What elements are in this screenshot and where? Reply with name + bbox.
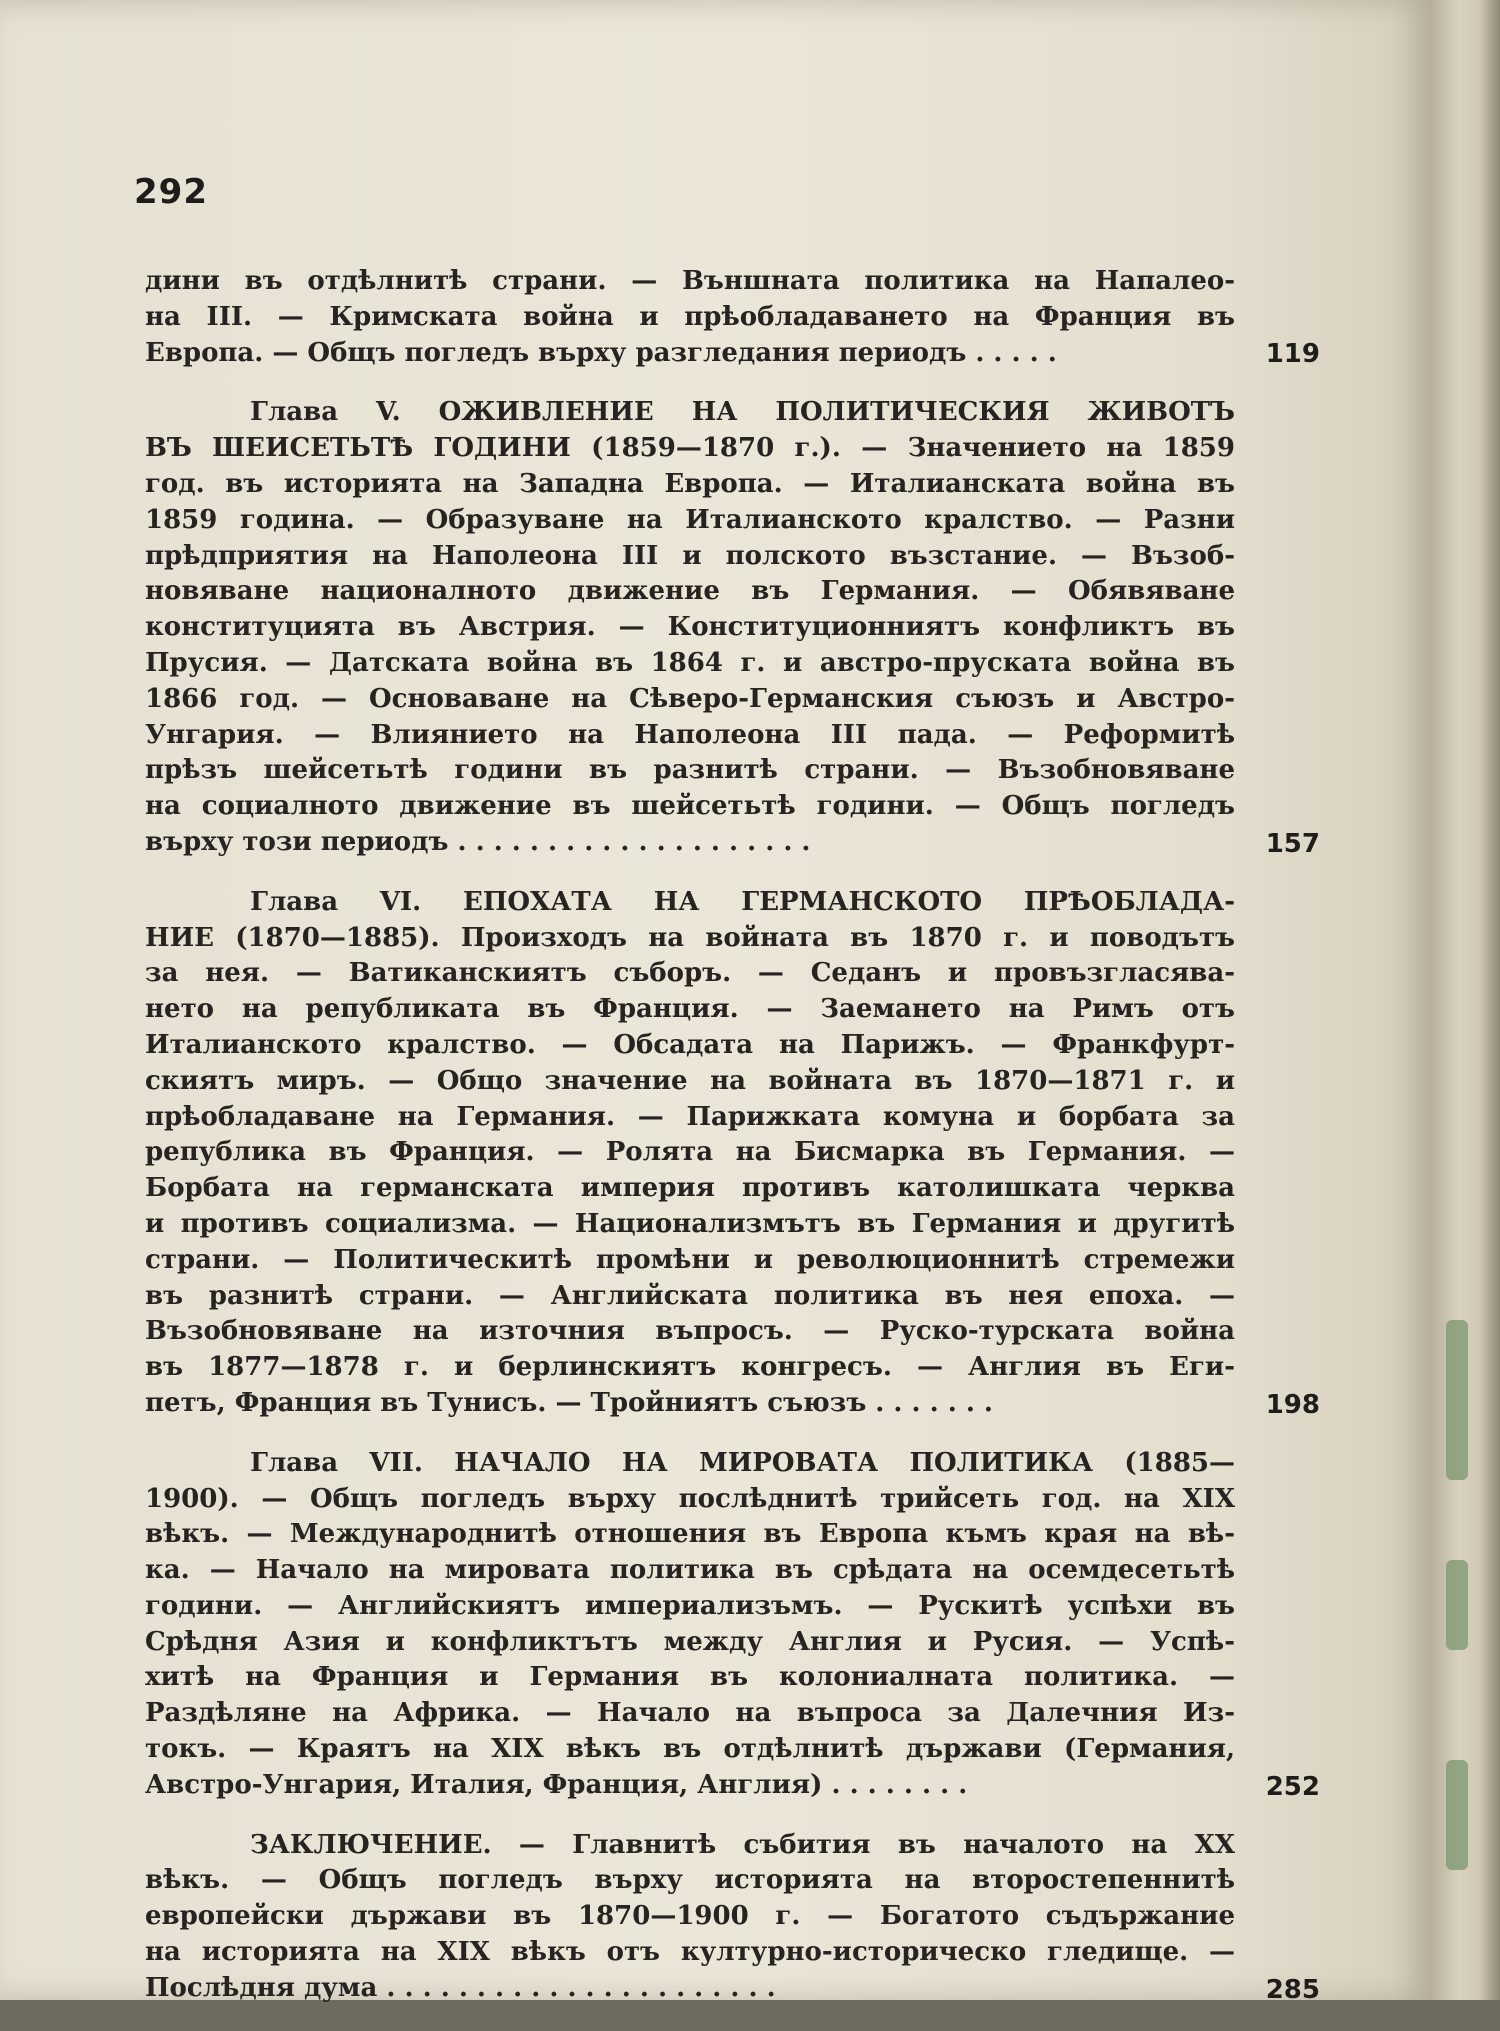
toc-entry-page-number: 119 bbox=[1265, 339, 1320, 370]
toc-entry-line: 1859 година. — Образуване на Италианското кралство. — Разни bbox=[145, 504, 1235, 535]
toc-entry-line: прѣдприятия на Наполеона III и полското възстание. — Възоб- bbox=[145, 540, 1235, 571]
toc-entry-line: хитѣ на Франция и Германия въ колониалната политика. — bbox=[145, 1662, 1235, 1693]
toc-entry-line: на историята на XIX вѣкъ отъ културно-историческо гледище. — bbox=[145, 1937, 1235, 1968]
toc-entry-line: ЗАКЛЮЧЕНИЕ. — Главнитѣ събития въ началото на XX bbox=[250, 1829, 1235, 1860]
spine-stain bbox=[1446, 1560, 1468, 1650]
toc-entry-line: вѣкъ. — Международнитѣ отношения въ Европа къмъ края на вѣ- bbox=[145, 1519, 1235, 1550]
toc-entry-line: Глава VI. ЕПОХАТА НА ГЕРМАНСКОТО ПРѢОБЛАДА- bbox=[250, 886, 1235, 917]
toc-entry-line: върху този периодъ . . . . . . . . . . . . . . . . . . . . bbox=[145, 826, 811, 857]
toc-entry-line: Срѣдня Азия и конфликтътъ между Англия и Русия. — Успѣ- bbox=[145, 1626, 1235, 1657]
book-spine bbox=[1432, 0, 1500, 2000]
toc-entry-line: ВЪ ШЕИСЕТЬТѢ ГОДИНИ (1859—1870 г.). — Значението на 1859 bbox=[145, 433, 1235, 464]
spine-stain bbox=[1446, 1760, 1468, 1870]
toc-entry-line: вѣкъ. — Общъ погледъ върху историята на второстепеннитѣ bbox=[145, 1865, 1235, 1896]
page-number: 292 bbox=[134, 172, 208, 212]
toc-entry-line: Унгария. — Влиянието на Наполеона III пада. — Реформитѣ bbox=[145, 719, 1235, 750]
toc-entry-line: Глава V. ОЖИВЛЕНИЕ НА ПОЛИТИЧЕСКИЯ ЖИВОТЪ bbox=[250, 397, 1235, 428]
toc-entry-line: Австро-Унгария, Италия, Франция, Англия) . . . . . . . . bbox=[145, 1769, 968, 1800]
toc-entry-line: Прусия. — Датската война въ 1864 г. и австро-пруската война въ bbox=[145, 647, 1235, 678]
toc-entry-line: страни. — Политическитѣ промѣни и революционнитѣ стремежи bbox=[145, 1244, 1235, 1275]
toc-entry-line: на социалното движение въ шейсетьтѣ години. — Общъ погледъ bbox=[145, 791, 1235, 822]
toc-entry-line: дини въ отдѣлнитѣ страни. — Външната политика на Напалео- bbox=[145, 266, 1235, 296]
toc-entry bbox=[145, 264, 1320, 371]
toc-entry-line: год. въ историята на Западна Европа. — Италианската война въ bbox=[145, 468, 1235, 499]
toc-entry-line: европейски държави въ 1870—1900 г. — Богатото съдържание bbox=[145, 1901, 1235, 1932]
toc-entry-line: Борбата на германската империя противъ католишката черква bbox=[145, 1173, 1235, 1204]
toc-entry-line: прѣобладаване на Германия. — Парижката комуна и борбата за bbox=[145, 1101, 1235, 1132]
toc-entry-line: скиятъ миръ. — Общо значение на войната въ 1870—1871 г. и bbox=[145, 1065, 1235, 1096]
toc-entry-line: 1866 год. — Основаване на Сѣверо-Германския съюзъ и Австро- bbox=[145, 683, 1235, 714]
toc-entry-line: Възобновяване на източния въпросъ. — Руско-турската война bbox=[145, 1316, 1235, 1347]
toc-entry-line: въ разнитѣ страни. — Английската политика въ нея епоха. — bbox=[145, 1280, 1235, 1311]
toc-entry-line: за нея. — Ватиканскиятъ съборъ. — Седанъ и провъзгласява- bbox=[145, 958, 1235, 989]
toc-entry-line: НИЕ (1870—1885). Произходъ на войната въ 1870 г. и поводътъ bbox=[145, 922, 1235, 953]
toc-entry-line: на III. — Кримската война и прѣобладаването на Франция въ bbox=[145, 301, 1235, 332]
toc-entry-line: 1900). — Общъ погледъ върху послѣднитѣ трийсеть год. на XIX bbox=[145, 1483, 1235, 1514]
toc-entry-line: новяване националното движение въ Германия. — Обявяване bbox=[145, 576, 1235, 607]
spine-stain bbox=[1446, 1320, 1468, 1480]
toc-entry-page-number: 198 bbox=[1265, 1389, 1320, 1420]
toc-entry-line: въ 1877—1878 г. и берлинскиятъ конгресъ. — Англия въ Еги- bbox=[145, 1352, 1235, 1383]
toc-entry-page-number: 285 bbox=[1265, 1974, 1320, 2005]
toc-entry-line: и противъ социализма. — Национализмътъ въ Германия и другитѣ bbox=[145, 1208, 1235, 1239]
toc-entry-line: петъ, Франция въ Тунисъ. — Тройниятъ съюзъ . . . . . . . bbox=[145, 1387, 993, 1418]
toc-entry-line: Италианското кралство. — Обсадата на Парижъ. — Франкфурт- bbox=[145, 1029, 1235, 1060]
toc-entry-page-number: 157 bbox=[1265, 828, 1320, 859]
toc-entry-line: република въ Франция. — Ролята на Бисмарка въ Германия. — bbox=[145, 1137, 1235, 1168]
toc-entry bbox=[145, 395, 1320, 860]
toc-entry-line: Европа. — Общъ погледъ върху разгледания периодъ . . . . . bbox=[145, 337, 1057, 368]
toc-entry-line: Раздѣляне на Африка. — Начало на въпроса за Далечния Из- bbox=[145, 1698, 1235, 1729]
toc-entry bbox=[145, 885, 1320, 1422]
toc-entry-line: Глава VII. НАЧАЛО НА МИРОВАТА ПОЛИТИКА (1885— bbox=[250, 1447, 1235, 1478]
toc-entry bbox=[145, 1828, 1320, 2007]
toc-entry-line: конституцията въ Австрия. — Конституционниятъ конфликтъ въ bbox=[145, 612, 1235, 643]
toc-entry-line: прѣзъ шейсетьтѣ години въ разнитѣ страни. — Възобновяване bbox=[145, 755, 1235, 786]
toc-entry-line: Послѣдня дума . . . . . . . . . . . . . . . . . . . . . . bbox=[145, 1972, 776, 2003]
toc-entry-page-number: 252 bbox=[1265, 1771, 1320, 1802]
toc-entry-line: години. — Английскиятъ империализъмъ. — Рускитѣ успѣхи въ bbox=[145, 1590, 1235, 1621]
toc-entry bbox=[145, 1446, 1320, 1804]
toc-entry-line: токъ. — Краятъ на XIX вѣкъ въ отдѣлнитѣ държави (Германия, bbox=[145, 1734, 1235, 1765]
toc-entry-line: ка. — Начало на мировата политика въ срѣдата на осемдесетьтѣ bbox=[145, 1555, 1235, 1586]
toc-entry-line: нето на републиката въ Франция. — Заемането на Римъ отъ bbox=[145, 994, 1235, 1025]
table-of-contents bbox=[145, 264, 1320, 2031]
